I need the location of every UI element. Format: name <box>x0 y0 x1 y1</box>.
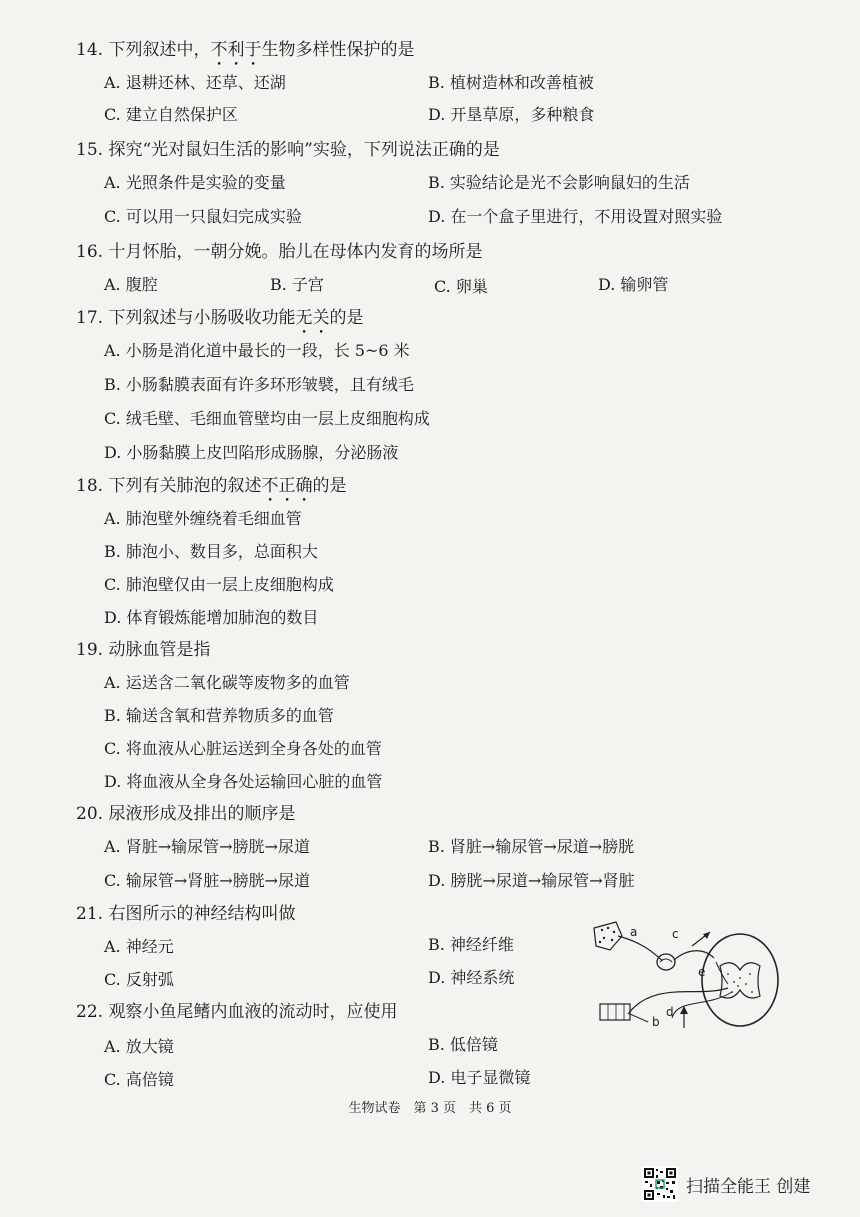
question-21-option-c: C. 反射弧 <box>104 970 174 989</box>
scanner-credit: 扫描全能王 创建 <box>686 1176 811 1197</box>
question-20-option-d: D. 膀胱→尿道→输尿管→肾脏 <box>428 871 635 890</box>
question-16-stem: 16. 十月怀胎，一朝分娩。胎儿在母体内发育的场所是 <box>76 242 483 262</box>
question-21-option-d: D. 神经系统 <box>428 968 515 987</box>
question-20-stem: 20. 尿液形成及排出的顺序是 <box>76 804 296 824</box>
question-22-option-b: B. 低倍镜 <box>428 1035 498 1054</box>
question-17-stem: 17. 下列叙述与小肠吸收功能无关的是 <box>76 308 364 328</box>
question-16-option-b: B. 子宫 <box>270 275 324 294</box>
question-18-option-d: D. 体育锻炼能增加肺泡的数目 <box>104 608 319 627</box>
question-19-option-b: B. 输送含氧和营养物质多的血管 <box>104 706 334 725</box>
question-15-stem: 15. 探究“光对鼠妇生活的影响”实验，下列说法正确的是 <box>76 140 500 160</box>
question-14-option-c: C. 建立自然保护区 <box>104 105 238 124</box>
question-18-option-c: C. 肺泡壁仅由一层上皮细胞构成 <box>104 575 334 594</box>
question-19-option-a: A. 运送含二氧化碳等废物多的血管 <box>104 673 350 692</box>
question-22-option-a: A. 放大镜 <box>104 1037 174 1056</box>
question-19-option-d: D. 将血液从全身各处运输回心脏的血管 <box>104 772 383 791</box>
question-21-stem: 21. 右图所示的神经结构叫做 <box>76 904 296 924</box>
question-14-option-b: B. 植树造林和改善植被 <box>428 73 594 92</box>
question-15-option-b: B. 实验结论是光不会影响鼠妇的生活 <box>428 173 690 192</box>
question-14-stem: 14. 下列叙述中，不利于生物多样性保护的是 <box>76 40 415 60</box>
question-18-option-a: A. 肺泡壁外缠绕着毛细血管 <box>104 509 302 528</box>
qr-code-icon <box>642 1166 678 1202</box>
question-15-option-a: A. 光照条件是实验的变量 <box>104 173 286 192</box>
reflex-arc-diagram <box>588 918 788 1030</box>
question-21-option-a: A. 神经元 <box>104 937 174 956</box>
question-17-option-c: C. 绒毛壁、毛细血管壁均由一层上皮细胞构成 <box>104 409 430 428</box>
question-19-stem: 19. 动脉血管是指 <box>76 640 211 660</box>
diagram-label-b: b <box>652 1015 660 1029</box>
question-22-option-d: D. 电子显微镜 <box>428 1068 531 1087</box>
question-18-option-b: B. 肺泡小、数目多，总面积大 <box>104 542 318 561</box>
question-19-option-c: C. 将血液从心脏运送到全身各处的血管 <box>104 739 382 758</box>
question-14-option-d: D. 开垦草原，多种粮食 <box>428 105 595 124</box>
question-20-option-b: B. 肾脏→输尿管→尿道→膀胱 <box>428 837 635 856</box>
question-20-option-a: A. 肾脏→输尿管→膀胱→尿道 <box>104 837 310 856</box>
question-17-option-b: B. 小肠黏膜表面有许多环形皱襞，且有绒毛 <box>104 375 414 394</box>
diagram-label-a: a <box>630 925 638 939</box>
question-17-option-a: A. 小肠是消化道中最长的一段，长 5~6 米 <box>104 341 410 360</box>
question-16-option-a: A. 腹腔 <box>104 275 158 294</box>
question-17-option-d: D. 小肠黏膜上皮凹陷形成肠腺，分泌肠液 <box>104 443 399 462</box>
question-15-option-c: C. 可以用一只鼠妇完成实验 <box>104 207 302 226</box>
question-22-option-c: C. 高倍镜 <box>104 1070 174 1089</box>
scanner-watermark <box>642 1166 810 1202</box>
question-16-option-c: C. 卵巢 <box>434 277 488 296</box>
question-21-option-b: B. 神经纤维 <box>428 935 514 954</box>
page-footer: 生物试卷 第 3 页 共 6 页 <box>348 1101 512 1116</box>
diagram-label-e: e <box>698 965 706 979</box>
question-22-stem: 22. 观察小鱼尾鳍内血液的流动时，应使用 <box>76 1002 398 1022</box>
question-15-option-d: D. 在一个盒子里进行，不用设置对照实验 <box>428 207 723 226</box>
question-20-option-c: C. 输尿管→肾脏→膀胱→尿道 <box>104 871 311 890</box>
question-18-stem: 18. 下列有关肺泡的叙述不正确的是 <box>76 476 347 496</box>
diagram-label-c: c <box>672 927 679 941</box>
diagram-label-d: d <box>666 1005 674 1019</box>
question-16-option-d: D. 输卵管 <box>598 275 669 294</box>
question-14-option-a: A. 退耕还林、还草、还湖 <box>104 73 286 92</box>
